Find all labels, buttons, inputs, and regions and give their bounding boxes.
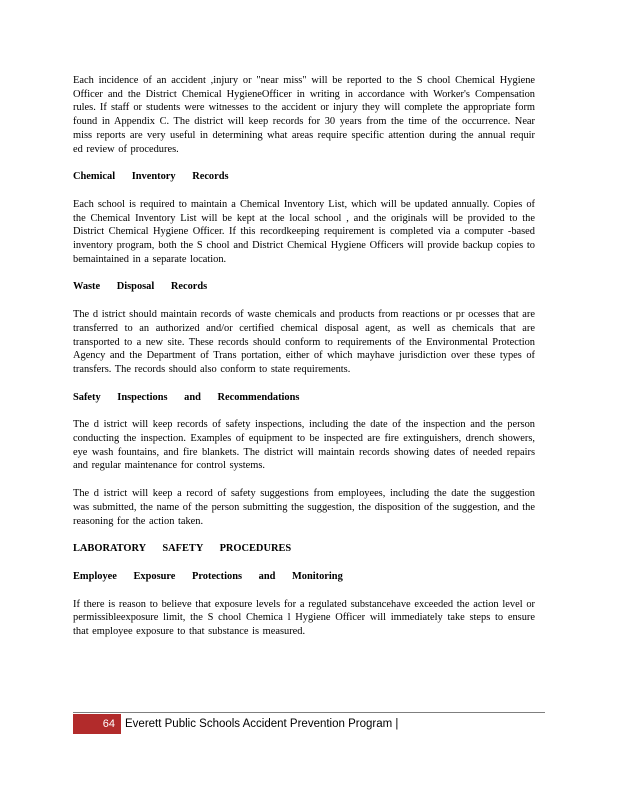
document-body <box>73 74 535 653</box>
paragraph-incident-reporting: Each incidence of an accident ,injury or "near miss" will be reported to the S chool Chemical Hygiene Officer and the District Chemical HygieneOfficer in writing in accordance with Worker's Compensation rules. If staff or students were witnesses to the accident or injury they will complete the appropriate form found in Appendix C. The district will keep records for 30 years from the time of the occurrence. Near miss reports are very useful in determining what areas require specific attention during the annual requir ed review of procedures. <box>73 75 535 155</box>
heading-waste-disposal-records: Waste Disposal Records <box>73 281 208 293</box>
heading-safety-inspections: Safety Inspections and Recommendations <box>73 391 300 403</box>
page-number: 64 <box>73 714 121 734</box>
heading-chemical-inventory-records: Chemical Inventory Records <box>73 171 229 183</box>
heading-laboratory-safety-procedures: LABORATORY SAFETY PROCEDURES <box>73 543 292 555</box>
heading-employee-exposure: Employee Exposure Protections and Monitoring <box>73 570 343 582</box>
paragraph-chemical-inventory: Each school is required to maintain a Chemical Inventory List, which will be updated annually. Copies of the Chemical Inventory List will be kept at the local school , and the originals will be provided to the District Chemical Hygiene Officer. If this recordkeeping requirement is completed via a computer -based inventory program, both the S chool and District Chemical Hygiene Officers will provide backup copies to bemaintained in a separate location. <box>73 198 535 265</box>
paragraph-employee-exposure: If there is reason to believe that exposure levels for a regulated substancehave exceeded the action level or permissibleexposure limit, the S chool Chemica l Hygiene Officer will immediately take steps to ensure that employee exposure to that substance is measured. <box>73 598 535 638</box>
page-footer <box>73 712 545 735</box>
footer-title: Everett Public Schools Accident Prevention Program | <box>125 718 399 730</box>
paragraph-safety-suggestions: The d istrict will keep a record of safety suggestions from employees, including the date the suggestion was submitted, the name of the person submitting the suggestion, the disposition of the suggestion, and the reasoning for the action taken. <box>73 488 535 527</box>
paragraph-safety-inspections: The d istrict will keep records of safety inspections, including the date of the inspection and the person conducting the inspection. Examples of equipment to be inspected are fire extinguishers, drench showers, eye wash fountains, and fire blankets. The district will maintain records showing dates of needed repairs and regular maintenance for control systems. <box>73 419 535 472</box>
paragraph-waste-disposal: The d istrict should maintain records of waste chemicals and products from reactions or pr ocesses that are transferred to an authorized and/or certified chemical disposal agent, as well as chemicals that are transported to a new site. These records should conform to requirements of the Environmental Protection Agency and the Department of Trans portation, either of which mayhave jurisdiction over these types of transfers. The records should also conform to state requirements. <box>73 309 535 375</box>
